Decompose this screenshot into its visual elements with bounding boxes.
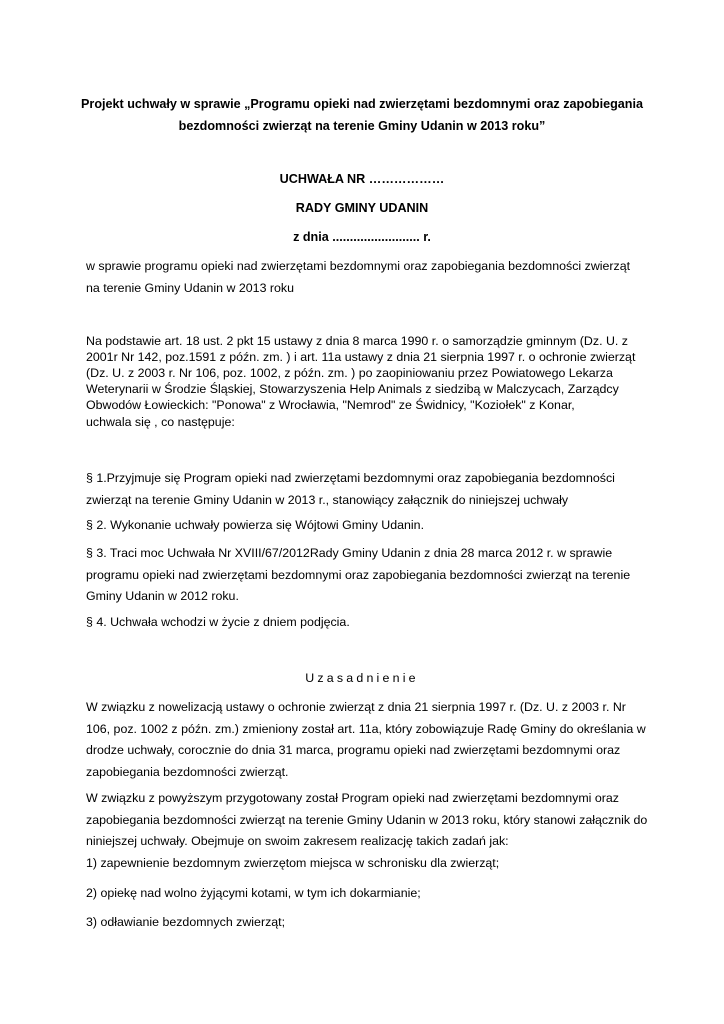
paragraph-3-line-2: programu opieki nad zwierzętami bezdomnymi oraz zapobiegania bezdomności zwierząt na terenie	[86, 567, 631, 582]
task-item-1: 1) zapewnienie bezdomnym zwierzętom miejsca w schronisku dla zwierząt;	[86, 856, 500, 870]
justification-paragraph-2	[86, 788, 656, 853]
paragraph-3-line-1: § 3. Traci moc Uchwała Nr XVIII/67/2012Rady Gminy Udanin z dnia 28 marca 2012 r. w sprawie	[86, 546, 613, 560]
justification-2-line-1: W związku z powyższym przygotowany został Program opieki nad zwierzętami bezdomnymi oraz	[86, 791, 619, 805]
justification-heading: Uzasadnienie	[305, 671, 419, 685]
legal-basis-line-1: Na podstawie art. 18 ust. 2 pkt 15 ustawy z dnia 8 marca 1990 r. o samorządzie gminnym (Dz. U. z	[86, 334, 628, 348]
paragraph-3-line-3: Gminy Udanin w 2012 roku.	[86, 589, 239, 603]
document-title	[60, 93, 664, 137]
resolution-number: UCHWAŁA NR ………………	[279, 172, 445, 186]
legal-basis	[86, 333, 656, 413]
legal-basis-line-4: Weterynarii w Środzie Śląskiej, Stowarzyszenia Help Animals z siedzibą w Malczycach, Zarządcy	[86, 382, 619, 396]
justification-paragraph-1	[86, 697, 656, 783]
justification-1-line-3: drodze uchwały, corocznie do dnia 31 marca, programu opieki nad zwierzętami bezdomnymi oraz	[86, 743, 621, 757]
legal-basis-line-2: 2001r Nr 142, poz.1591 z późn. zm. ) i art. 11a ustawy z dnia 21 sierpnia 1997 r. o ochronie zwierząt	[86, 350, 636, 364]
task-item-3: 3) odławianie bezdomnych zwierząt;	[86, 915, 286, 929]
task-item-2: 2) opiekę nad wolno żyjącymi kotami, w tym ich dokarmianie;	[86, 886, 421, 900]
title-line-1: Projekt uchwały w sprawie „Programu opieki nad zwierzętami bezdomnymi oraz zapobiegania	[81, 97, 643, 111]
subject-line-1: w sprawie programu opieki nad zwierzętami bezdomnymi oraz zapobiegania bezdomności zwierząt	[86, 259, 631, 273]
title-line-2: bezdomności zwierząt na terenie Gminy Udanin w 2013 roku”	[178, 119, 546, 133]
resolution-date: z dnia ......................... r.	[293, 230, 431, 244]
resolution-subject	[86, 256, 656, 299]
justification-2-line-2: zapobiegania bezdomności zwierząt na terenie Gminy Udanin w 2013 roku, który stanowi załącznik do	[86, 812, 648, 827]
paragraph-1-line-1: § 1.Przyjmuje się Program opieki nad zwierzętami bezdomnymi oraz zapobiegania bezdomności	[86, 471, 615, 485]
paragraph-1-line-2: zwierząt na terenie Gminy Udanin w 2013 r., stanowiący załącznik do niniejszej uchwały	[86, 492, 569, 507]
resolves-text: uchwala się , co następuje:	[86, 415, 235, 429]
justification-1-line-2: 106, poz. 1002 z późn. zm.) zmieniony został art. 11a, który zobowiązuje Radę Gminy do określania w	[86, 721, 646, 736]
legal-basis-line-3: (Dz. U. z 2003 r. Nr 106, poz. 1002, z późn. zm. ) po zaopiniowaniu przez Powiatowego Lekarza	[86, 366, 613, 380]
paragraph-4: § 4. Uchwała wchodzi w życie z dniem podjęcia.	[86, 615, 350, 629]
subject-line-2: na terenie Gminy Udanin w 2013 roku	[86, 280, 295, 295]
paragraph-3	[86, 543, 656, 608]
paragraph-1	[86, 468, 656, 511]
legal-basis-line-5: Obwodów Łowieckich: "Ponowa" z Wrocławia, "Nemrod" ze Świdnicy, "Koziołek" z Konar,	[86, 398, 575, 412]
justification-2-line-3: niniejszej uchwały. Obejmuje on swoim zakresem realizację takich zadań jak:	[86, 834, 509, 848]
resolution-council: RADY GMINY UDANIN	[295, 201, 429, 215]
justification-1-line-1: W związku z nowelizacją ustawy o ochronie zwierząt z dnia 21 sierpnia 1997 r. (Dz. U. z 2003 r. Nr	[86, 700, 626, 714]
justification-1-line-4: zapobiegania bezdomności zwierząt.	[86, 764, 289, 779]
paragraph-2: § 2. Wykonanie uchwały powierza się Wójtowi Gminy Udanin.	[86, 518, 425, 532]
